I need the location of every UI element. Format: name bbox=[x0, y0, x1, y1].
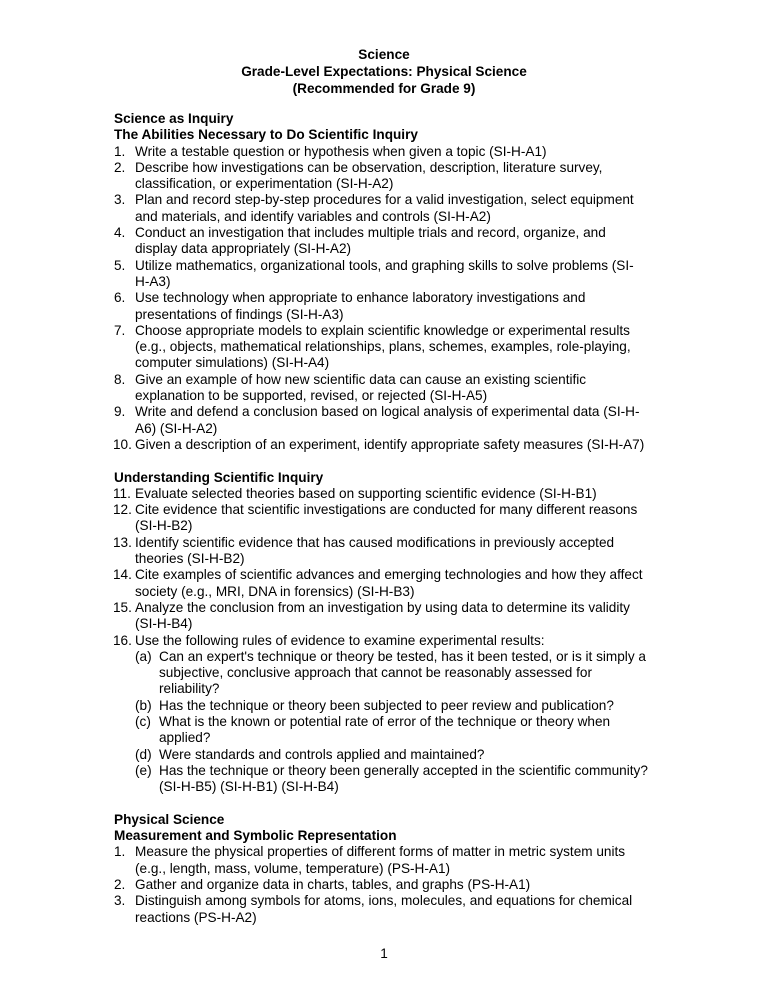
expectation-item bbox=[114, 567, 674, 600]
document-body bbox=[114, 111, 674, 926]
subsection-title-measurement: Measurement and Symbolic Representation bbox=[114, 828, 397, 844]
item-text-line: H-A3) bbox=[135, 273, 171, 289]
expectation-item bbox=[114, 404, 674, 437]
expectations-list-abilities bbox=[114, 144, 674, 454]
item-number: 3. bbox=[114, 893, 126, 909]
page-number: 1 bbox=[380, 946, 388, 961]
expectation-item bbox=[114, 633, 674, 649]
item-text-line: display data appropriately (SI-H-A2) bbox=[135, 241, 352, 257]
expectation-item bbox=[114, 502, 674, 535]
item-text-line: reactions (PS-H-A2) bbox=[135, 909, 257, 925]
item-text-line: Choose appropriate models to explain scientific knowledge or experimental results bbox=[135, 322, 630, 338]
rule-item bbox=[135, 714, 674, 747]
item-text-line: (SI-H-B4) bbox=[135, 616, 193, 632]
item-text-line: Identify scientific evidence that has caused modifications in previously accepted bbox=[135, 534, 615, 550]
item-text-line: Write a testable question or hypothesis when given a topic (SI-H-A1) bbox=[135, 143, 547, 159]
item-text-line: reliability? bbox=[159, 681, 220, 697]
item-text-line: (e.g., objects, mathematical relationships, plans, schemes, examples, role-playing, bbox=[135, 339, 631, 355]
subsection-title-abilities: The Abilities Necessary to Do Scientific Inquiry bbox=[114, 127, 418, 143]
expectation-item bbox=[114, 535, 674, 568]
item-number: 15. bbox=[113, 599, 132, 615]
item-text-line: Were standards and controls applied and maintained? bbox=[159, 746, 485, 762]
item-text-line: classification, or experimentation (SI-H-A2) bbox=[135, 176, 394, 192]
item-text-line: (SI-H-B2) bbox=[135, 518, 193, 534]
item-number: 2. bbox=[114, 159, 126, 175]
expectation-item bbox=[114, 290, 674, 323]
item-text-line: A6) (SI-H-A2) bbox=[135, 420, 218, 436]
document-header bbox=[0, 46, 768, 97]
rule-label: (b) bbox=[135, 697, 152, 713]
item-number: 12. bbox=[113, 502, 132, 518]
item-number: 14. bbox=[113, 567, 132, 583]
item-text-line: (SI-H-B5) (SI-H-B1) (SI-H-B4) bbox=[159, 779, 339, 795]
section-title-inquiry: Science as Inquiry bbox=[114, 111, 234, 126]
item-number: 9. bbox=[114, 404, 126, 420]
expectation-item bbox=[114, 437, 674, 453]
item-text-line: Plan and record step-by-step procedures for a valid investigation, select equipment bbox=[135, 192, 634, 208]
item-number: 13. bbox=[113, 534, 132, 550]
item-text-line: Evaluate selected theories based on supporting scientific evidence (SI-H-B1) bbox=[135, 485, 597, 501]
expectation-item bbox=[114, 160, 674, 193]
item-text-line: and materials, and identify variables and controls (SI-H-A2) bbox=[135, 208, 491, 224]
item-text-line: Use the following rules of evidence to examine experimental results: bbox=[135, 632, 545, 648]
expectation-item bbox=[114, 600, 674, 633]
item-text-line: Gather and organize data in charts, tables, and graphs (PS-H-A1) bbox=[135, 876, 531, 892]
item-number: 3. bbox=[114, 192, 126, 208]
item-text-line: Has the technique or theory been generally accepted in the scientific community? bbox=[159, 762, 648, 778]
item-number: 11. bbox=[113, 485, 131, 501]
rule-label: (c) bbox=[135, 713, 151, 729]
rule-item bbox=[135, 649, 674, 698]
item-number: 8. bbox=[114, 371, 126, 387]
rule-item bbox=[135, 698, 674, 714]
expectation-item bbox=[114, 372, 674, 405]
item-text-line: Cite evidence that scientific investigations are conducted for many different reasons bbox=[135, 502, 638, 518]
expectation-item bbox=[114, 258, 674, 291]
item-number: 7. bbox=[114, 322, 126, 338]
item-text-line: Utilize mathematics, organizational tools, and graphing skills to solve problems (SI- bbox=[135, 257, 634, 273]
item-text-line: Write and defend a conclusion based on logical analysis of experimental data (SI-H- bbox=[135, 404, 640, 420]
item-text-line: explanation to be supported, revised, or rejected (SI-H-A5) bbox=[135, 388, 488, 404]
item-text-line: applied? bbox=[159, 730, 211, 746]
rule-item bbox=[135, 747, 674, 763]
expectation-item bbox=[114, 144, 674, 160]
expectation-item bbox=[114, 877, 674, 893]
header-subject: Science bbox=[358, 47, 410, 62]
item-number: 6. bbox=[114, 290, 126, 306]
item-number: 5. bbox=[114, 257, 126, 273]
expectation-item bbox=[114, 192, 674, 225]
item-number: 2. bbox=[114, 876, 126, 892]
item-text-line: Analyze the conclusion from an investigation by using data to determine its validity bbox=[135, 599, 630, 615]
item-text-line: society (e.g., MRI, DNA in forensics) (SI-H-B3) bbox=[135, 583, 415, 599]
rule-label: (a) bbox=[135, 648, 152, 664]
item-text-line: Use technology when appropriate to enhance laboratory investigations and bbox=[135, 290, 586, 306]
item-text-line: Given a description of an experiment, identify appropriate safety measures (SI-H-A7) bbox=[135, 436, 645, 452]
item-number: 1. bbox=[114, 143, 126, 159]
section-title-physical-science: Physical Science bbox=[114, 811, 225, 827]
item-text-line: (e.g., length, mass, volume, temperature) (PS-H-A1) bbox=[135, 860, 451, 876]
rules-of-evidence-list bbox=[135, 649, 674, 796]
item-number: 16. bbox=[113, 632, 132, 648]
item-number: 1. bbox=[114, 844, 126, 860]
expectation-item bbox=[114, 486, 674, 502]
item-text-line: Give an example of how new scientific data can cause an existing scientific bbox=[135, 371, 587, 387]
rule-item bbox=[135, 763, 674, 796]
item-text-line: presentations of findings (SI-H-A3) bbox=[135, 306, 344, 322]
item-text-line: subjective, conclusive approach that cannot be reasonably assessed for bbox=[159, 665, 592, 681]
rule-label: (e) bbox=[135, 762, 152, 778]
item-text-line: Has the technique or theory been subjected to peer review and publication? bbox=[159, 697, 614, 713]
expectations-list-understanding bbox=[114, 486, 674, 649]
expectations-list-measurement bbox=[114, 844, 674, 925]
expectation-item bbox=[114, 225, 674, 258]
item-text-line: What is the known or potential rate of error of the technique or theory when bbox=[159, 713, 611, 729]
expectation-item bbox=[114, 893, 674, 926]
item-text-line: computer simulations) (SI-H-A4) bbox=[135, 355, 330, 371]
item-number: 4. bbox=[114, 225, 126, 241]
item-text-line: Measure the physical properties of different forms of matter in metric system units bbox=[135, 844, 626, 860]
rule-label: (d) bbox=[135, 746, 152, 762]
header-title: Grade-Level Expectations: Physical Science bbox=[241, 64, 527, 79]
item-text-line: Describe how investigations can be observation, description, literature survey, bbox=[135, 159, 603, 175]
item-text-line: Cite examples of scientific advances and emerging technologies and how they affect bbox=[135, 567, 643, 583]
subsection-title-understanding: Understanding Scientific Inquiry bbox=[114, 469, 324, 485]
item-text-line: theories (SI-H-B2) bbox=[135, 551, 245, 567]
expectation-item bbox=[114, 844, 674, 877]
header-grade: (Recommended for Grade 9) bbox=[292, 81, 476, 96]
item-text-line: Conduct an investigation that includes multiple trials and record, organize, and bbox=[135, 225, 606, 241]
item-number: 10. bbox=[113, 436, 132, 452]
item-text-line: Distinguish among symbols for atoms, ions, molecules, and equations for chemical bbox=[135, 893, 633, 909]
item-text-line: Can an expert's technique or theory be tested, has it been tested, or is it simply a bbox=[159, 648, 646, 664]
expectation-item bbox=[114, 323, 674, 372]
